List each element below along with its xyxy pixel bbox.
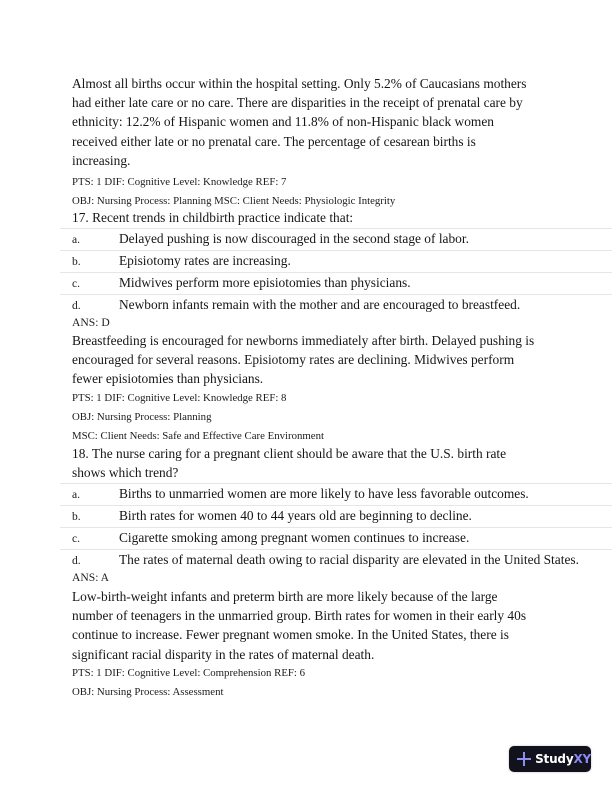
choice-letter: b.: [72, 510, 81, 523]
text-line: increasing.: [72, 152, 131, 168]
question-18-obj-line: OBJ: Nursing Process: Assessment: [72, 686, 224, 698]
text-line: fewer episiotomies than physicians.: [72, 371, 264, 387]
choice-row-c: [60, 527, 612, 549]
choice-letter: d.: [72, 554, 81, 567]
question-17-obj-line: OBJ: Nursing Process: Planning: [72, 411, 212, 423]
text-line: Almost all births occur within the hospital setting. Only 5.2% of Caucasians mothers: [72, 76, 527, 91]
choice-text: Newborn infants remain with the mother and are encouraged to breastfeed.: [119, 297, 521, 312]
text-line: encouraged for several reasons. Episiotomy rates are declining. Midwives perform: [72, 352, 515, 368]
question-17-answer: ANS: D: [72, 316, 110, 329]
choice-text: Delayed pushing is now discouraged in the second stage of labor.: [119, 231, 469, 246]
choice-row-a: [60, 228, 612, 250]
choice-letter: a.: [72, 488, 81, 501]
choice-letter: d.: [72, 299, 81, 312]
question-17-rationale: [72, 331, 542, 389]
brand-prefix: Study: [535, 752, 574, 766]
previous-rationale-paragraph: [72, 74, 542, 170]
plus-icon: [517, 752, 530, 766]
question-17-msc-line: MSC: Client Needs: Safe and Effective Care Environment: [72, 430, 324, 442]
choice-row-d: [60, 294, 612, 316]
choice-letter: b.: [72, 255, 81, 268]
choice-row-a: [60, 483, 612, 505]
text-line: continue to increase. Fewer pregnant women smoke. In the United States, there is: [72, 627, 509, 643]
question-17-stem: [72, 208, 353, 227]
text-line: Low-birth-weight infants and preterm birth are more likely because of the large: [72, 589, 498, 604]
question-18-answer: ANS: A: [72, 571, 110, 584]
text-line: ethnicity: 12.2% of Hispanic women and 11.8% of non-Hispanic black women: [72, 114, 494, 130]
question-18-choices: [60, 483, 612, 571]
text-line: significant racial disparity in the rates of maternal death.: [72, 646, 375, 662]
choice-letter: a.: [72, 233, 81, 246]
question-17-pts-line: PTS: 1 DIF: Cognitive Level: Knowledge REF: 8: [72, 392, 287, 404]
text-line: had either late care or no care. There are disparities in the receipt of prenatal care by: [72, 95, 523, 111]
text-line: received either late or no prenatal care. The percentage of cesarean births is: [72, 133, 476, 149]
question-17-choices: [60, 228, 612, 316]
choice-text: The rates of maternal death owing to racial disparity are elevated in the United States.: [119, 552, 579, 567]
text-line: number of teenagers in the unmarried group. Birth rates for women in their early 40s: [72, 608, 527, 624]
q16-pts-line: PTS: 1 DIF: Cognitive Level: Knowledge REF: 7: [72, 176, 287, 188]
brand-name: [535, 752, 591, 766]
choice-row-b: [60, 250, 612, 272]
choice-letter: c.: [72, 277, 81, 290]
question-18-stem-continued: shows which trend?: [72, 465, 179, 480]
brand-suffix: XY: [573, 752, 591, 766]
choice-row-d: [60, 549, 612, 571]
question-18-pts-line: PTS: 1 DIF: Cognitive Level: Comprehension REF: 6: [72, 667, 306, 679]
question-text: The nurse caring for a pregnant client should be aware that the U.S. birth rate: [91, 446, 507, 461]
choice-text: Cigarette smoking among pregnant women continues to increase.: [119, 530, 470, 545]
choice-letter: c.: [72, 532, 81, 545]
studyxy-watermark-badge[interactable]: [509, 746, 591, 772]
choice-row-b: [60, 505, 612, 527]
question-18-rationale: [72, 587, 542, 664]
choice-row-c: [60, 272, 612, 294]
question-number: 18.: [72, 446, 89, 461]
choice-text: Birth rates for women 40 to 44 years old are beginning to decline.: [119, 508, 472, 523]
text-line: Breastfeeding is encouraged for newborns immediately after birth. Delayed pushing is: [72, 333, 535, 348]
question-text: Recent trends in childbirth practice indicate that:: [92, 210, 354, 225]
choice-text: Midwives perform more episiotomies than physicians.: [119, 275, 411, 290]
question-18-stem: [72, 444, 506, 463]
choice-text: Births to unmarried women are more likely to have less favorable outcomes.: [119, 486, 529, 501]
choice-text: Episiotomy rates are increasing.: [119, 253, 291, 268]
q16-obj-line: OBJ: Nursing Process: Planning MSC: Client Needs: Physiologic Integrity: [72, 195, 396, 207]
question-number: 17.: [72, 210, 89, 225]
